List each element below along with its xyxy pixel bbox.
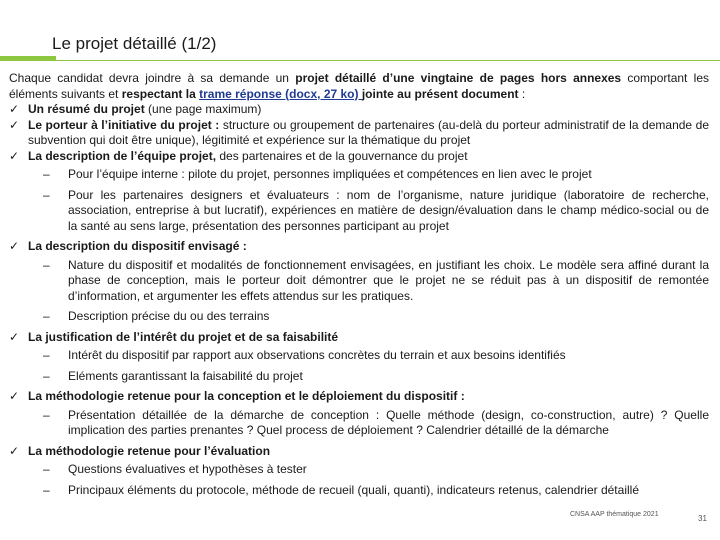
dash-icon: – [43, 257, 50, 272]
dash-icon: – [43, 482, 50, 497]
dash-icon: – [43, 407, 50, 422]
sub-item: – Nature du dispositif et modalités de fonctionnement envisagées, en justifiant les choix. Le modèle sera affiné durant la phase de conception, mais le porteur doit démontrer que le projet ne se réduit pas à un dispositif de remontée d’information, et argumenter les effets attendus sur les pratiques. [43, 257, 709, 303]
accent-bar [0, 56, 56, 61]
check-icon: ✓ [9, 443, 20, 458]
check-icon: ✓ [9, 102, 20, 116]
sub-item: – Intérêt du dispositif par rapport aux observations concrètes du terrain et aux besoins identifiés [43, 348, 566, 362]
item-methodo-conception: ✓ La méthodologie retenue pour la conception et le déploiement du dispositif : [9, 389, 465, 403]
intro-paragraph: Chaque candidat devra joindre à sa demande un projet détaillé d’une vingtaine de pages hors annexes comportant les éléments suivants et respectant la trame réponse (docx, 27 ko) jointe au présent document : [9, 71, 709, 101]
dash-icon: – [43, 187, 50, 202]
sub-item: – Pour les partenaires designers et évaluateurs : nom de l’organisme, nature juridique (laboratoire de recherche, association, entreprise à but lucratif), expériences en matière de design/évaluation dans le champ médico-social ou de la santé au sens large, présentation des personnes participant au projet [43, 187, 709, 233]
slide-content [9, 71, 709, 503]
check-icon: ✓ [9, 389, 20, 403]
dash-icon: – [43, 368, 50, 383]
footer-text: CNSA AAP thématique 2021 [570, 511, 659, 518]
check-icon: ✓ [9, 148, 20, 163]
check-icon: ✓ [9, 117, 20, 132]
dash-icon: – [43, 167, 50, 181]
sub-item: – Questions évaluatives et hypothèses à tester [43, 462, 307, 476]
item-resume: ✓ Un résumé du projet (une page maximum) [9, 102, 262, 116]
item-porteur: ✓ Le porteur à l’initiative du projet : structure ou groupement de partenaires (au-delà du porteur administratif de la demande de subvention qui doit être unique), légitimité et expérience sur la thématique du projet [9, 117, 709, 147]
sub-item: – Description précise du ou des terrains [43, 309, 270, 323]
accent-line [56, 60, 720, 61]
item-methodo-evaluation: ✓ La méthodologie retenue pour l’évaluation [9, 443, 271, 458]
page-number: 31 [698, 514, 707, 523]
check-icon: ✓ [9, 239, 20, 253]
sub-item: – Pour l’équipe interne : pilote du projet, personnes impliquées et compétences en lien avec le projet [43, 167, 592, 181]
item-dispositif: ✓ La description du dispositif envisagé : [9, 239, 247, 253]
sub-item: – Principaux éléments du protocole, méthode de recueil (quali, quanti), indicateurs retenus, calendrier détaillé [43, 482, 639, 497]
page-title: Le projet détaillé (1/2) [52, 34, 217, 53]
dash-icon: – [43, 309, 50, 323]
item-justification: ✓ La justification de l’intérêt du projet et de sa faisabilité [9, 329, 339, 344]
sub-item: – Présentation détaillée de la démarche de conception : Quelle méthode (design, co-construction, autre) ? Quelle implication des parties prenantes ? Quel process de déploiement ? Calendrier détaillé de la démarche [43, 407, 709, 437]
sub-item: – Eléments garantissant la faisabilité du projet [43, 368, 303, 383]
dash-icon: – [43, 462, 50, 476]
trame-reponse-link[interactable]: trame réponse (docx, 27 ko) [199, 86, 362, 101]
item-equipe: ✓ La description de l’équipe projet, des partenaires et de la gouvernance du projet [9, 148, 468, 163]
dash-icon: – [43, 348, 50, 362]
check-icon: ✓ [9, 329, 20, 344]
